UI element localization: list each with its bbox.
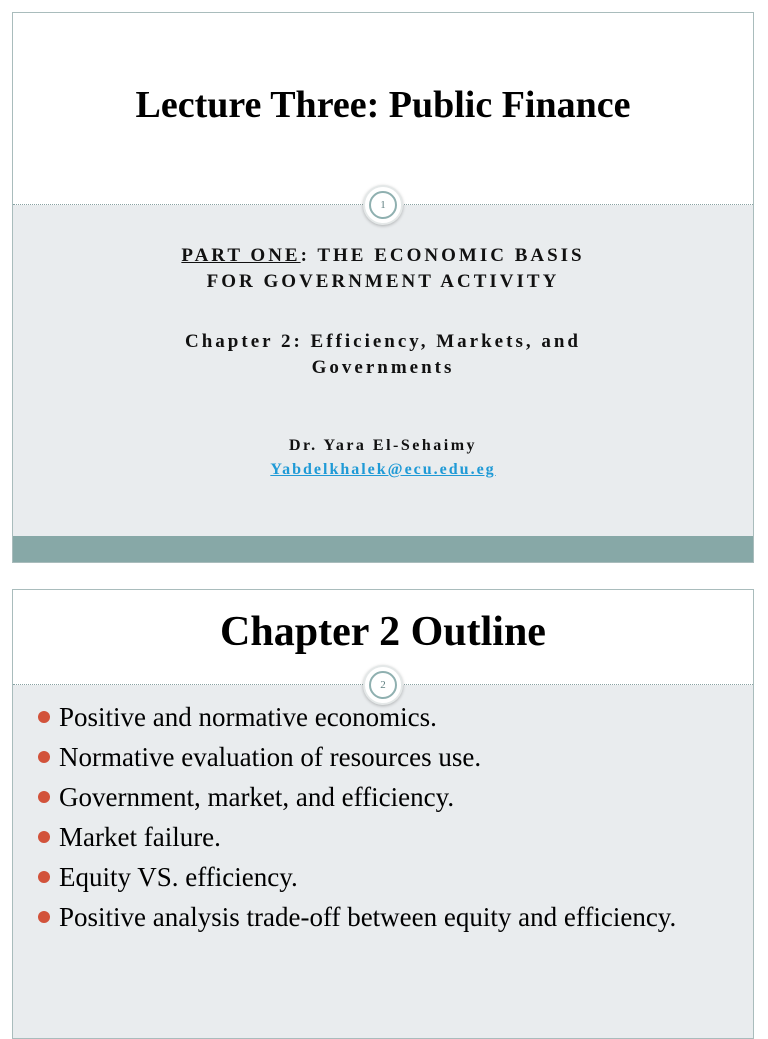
bullet-icon [38,871,50,883]
chapter-line-2: Governments [311,357,455,378]
list-item-text: Market failure. [59,822,221,852]
bullet-icon [38,711,50,723]
list-item [35,820,733,854]
bullet-icon [38,751,50,763]
chapter-heading [13,329,753,381]
list-item-text: Positive analysis trade-off between equity and efficiency. [59,902,677,932]
author-email-link[interactable]: Yabdelkhalek@ecu.edu.eg [270,461,496,478]
list-item [35,860,733,894]
list-item [35,700,733,734]
part-label: PART ONE [181,245,301,266]
slide-number: 1 [369,191,397,219]
bullet-icon [38,791,50,803]
list-item-text: Government, market, and efficiency. [59,782,455,812]
list-item-text: Normative evaluation of resources use. [59,742,482,772]
part-heading [13,243,753,295]
list-item-text: Equity VS. efficiency. [59,862,298,892]
slide-2-title: Chapter 2 Outline [220,609,546,655]
slide-1-title-area [13,13,753,204]
slide-1-title: Lecture Three: Public Finance [135,84,631,126]
chapter-line-1: Chapter 2: Efficiency, Markets, and [185,331,581,352]
slide-1-footer-band [13,536,753,562]
outline-list [35,700,733,940]
bullet-icon [38,911,50,923]
list-item [35,780,733,814]
author-name: Dr. Yara El-Sehaimy [288,437,478,454]
list-item [35,740,733,774]
slide-number: 2 [369,671,397,699]
slide-1 [12,12,754,563]
part-line-2: FOR GOVERNMENT ACTIVITY [206,271,560,292]
list-item [35,900,733,934]
slide-number-badge [363,665,403,705]
bullet-icon [38,831,50,843]
part-rest: : THE ECONOMIC BASIS [300,245,585,266]
slide-2 [12,589,754,1039]
slide-number-badge [363,185,403,225]
list-item-text: Positive and normative economics. [59,702,437,732]
